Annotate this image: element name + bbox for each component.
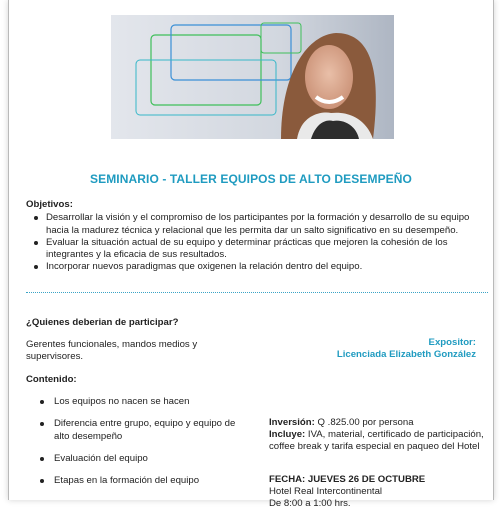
expositor-label: Expositor: <box>428 337 476 348</box>
objective-item: Evaluar la situación actual de su equipo y determinar prácticas que mejoren la cohesión de los integrantes y la eficacia de sus resultados. <box>26 237 486 262</box>
objective-item: Incorporar nuevos paradigmas que oxigenen la relación dentro del equipo. <box>26 261 486 273</box>
event-venue: Hotel Real Intercontinental <box>269 485 383 497</box>
participants-question: ¿Quienes deberian de participar? <box>26 317 179 328</box>
participants-answer: Gerentes funcionales, mandos medios y supervisores. <box>26 339 198 363</box>
includes-label: Incluye: <box>269 428 306 440</box>
includes-value: IVA, material, certificado de participación, coffee break y tarifa especial en paqueo del Hotel <box>269 428 484 452</box>
hero-photo-illustration <box>111 15 394 139</box>
investment-value: Q .825.00 por persona <box>314 417 414 428</box>
section-divider <box>26 292 488 293</box>
event-block <box>269 474 489 509</box>
contenido-list <box>34 396 244 487</box>
contenido-item: Evaluación del equipo <box>34 453 244 465</box>
contenido-item: Etapas en la formación del equipo <box>34 475 244 487</box>
includes-line <box>269 429 489 453</box>
event-time: De 8:00 a 1:00 hrs. <box>269 497 351 509</box>
investment-label: Inversión: <box>269 417 315 428</box>
hero-image <box>111 15 394 139</box>
objectives-list <box>26 212 486 273</box>
contenido-item: Los equipos no nacen se hacen <box>34 396 244 408</box>
objective-item: Desarrollar la visión y el compromiso de los participantes por la formación y desarrollo de su equipo hacia la madurez técnica y relacional que les permita dar un salto significativo en su desempeño. <box>26 212 486 237</box>
event-date: FECHA: JUEVES 26 DE OCTUBRE <box>269 474 426 485</box>
objectives-label: Objetivos: <box>26 199 73 210</box>
expositor-name: Licenciada Elizabeth González <box>336 349 476 360</box>
investment-line <box>269 417 489 429</box>
contenido-label: Contenido: <box>26 374 77 385</box>
flyer-page <box>8 0 494 509</box>
contenido-item: Diferencia entre grupo, equipo y equipo de alto desempeño <box>34 418 244 443</box>
seminar-title: SEMINARIO - TALLER EQUIPOS DE ALTO DESEMPEÑO <box>90 172 412 186</box>
objectives-section <box>26 199 486 274</box>
investment-block <box>269 417 489 452</box>
